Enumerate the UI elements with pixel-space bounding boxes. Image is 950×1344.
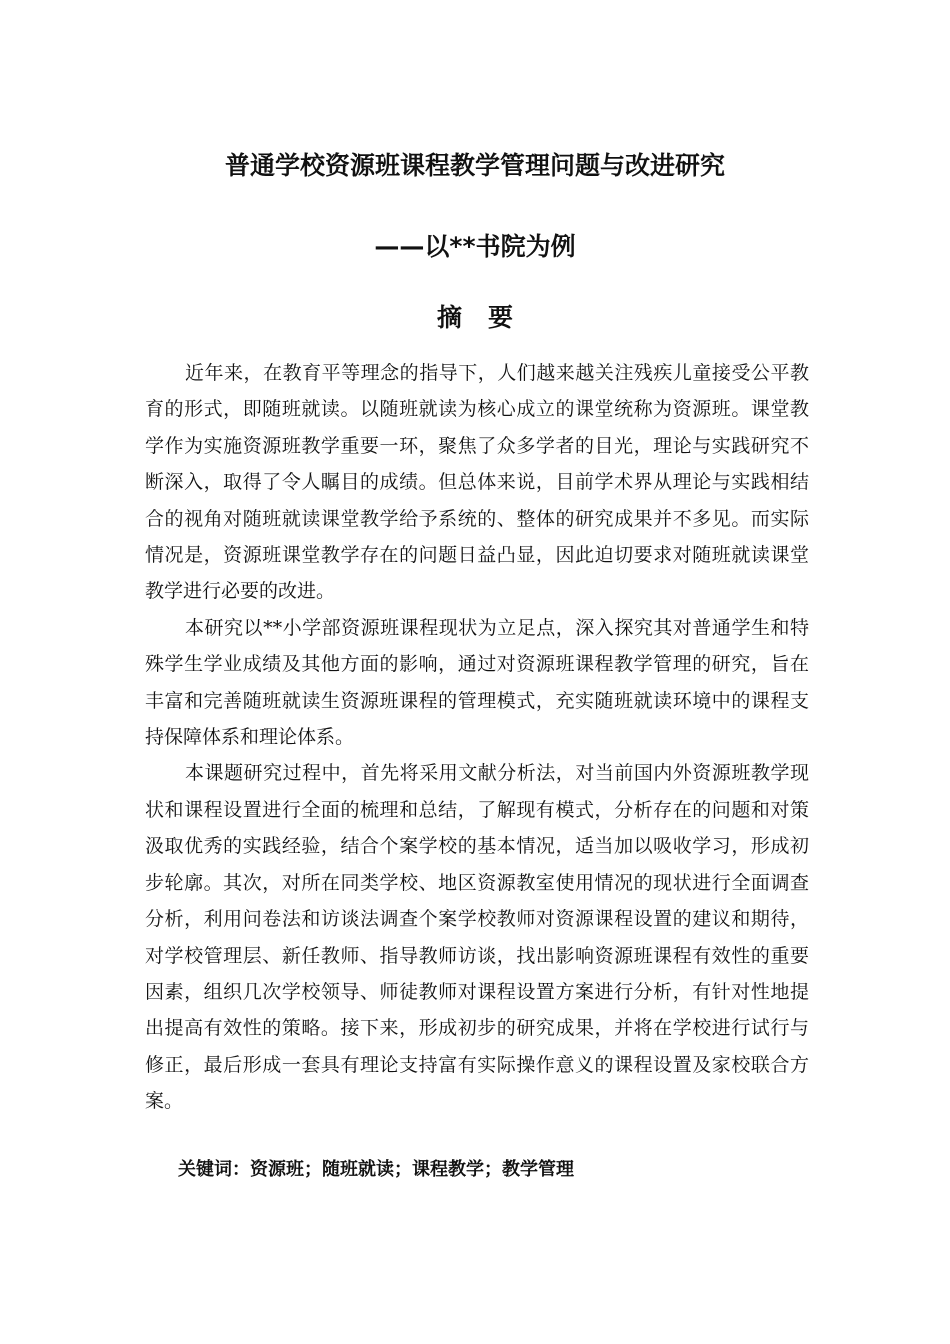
abstract-paragraph: 近年来，在教育平等理念的指导下，人们越来越关注残疾儿童接受公平教育的形式，即随班就读。以随班就读为核心成立的课堂统称为资源班。课堂教学作为实施资源班教学重要一环，聚焦了众多学者的目光，理论与实践研究不断深入，取得了令人瞩目的成绩。但总体来说，目前学术界从理论与实践相结合的视角对随班就读课堂教学给予系统的、整体的研究成果并不多见。而实际情况是，资源班课堂教学存在的问题日益凸显，因此迫切要求对随班就读课堂教学进行必要的改进。 (145, 362, 809, 603)
abstract-body (145, 355, 809, 1120)
abstract-paragraph: 本课题研究过程中，首先将采用文献分析法，对当前国内外资源班教学现状和课程设置进行全面的梳理和总结，了解现有模式，分析存在的问题和对策汲取优秀的实践经验，结合个案学校的基本情况，适当加以吸收学习，形成初步轮廓。其次，对所在同类学校、地区资源教室使用情况的现状进行全面调查分析，利用问卷法和访谈法调查个案学校教师对资源课程设置的建议和期待，对学校管理层、新任教师、指导教师访谈，找出影响资源班课程有效性的重要因素，组织几次学校领导、师徒教师对课程设置方案进行分析，有针对性地提出提高有效性的策略。接下来，形成初步的研究成果，并将在学校进行试行与修正，最后形成一套具有理论支持富有实际操作意义的课程设置及家校联合方案。 (145, 762, 809, 1113)
keywords-line: 关键词：资源班；随班就读；课程教学；教学管理 (178, 1159, 574, 1180)
document-title: 普通学校资源班课程教学管理问题与改进研究 (224, 151, 725, 180)
abstract-heading: 摘要 (436, 303, 539, 332)
abstract-paragraph: 本研究以**小学部资源班课程现状为立足点，深入探究其对普通学生和特殊学生学业成绩及其他方面的影响，通过对资源班课程教学管理的研究，旨在丰富和完善随班就读生资源班课程的管理模式，充实随班就读环境中的课程支持保障体系和理论体系。 (145, 616, 809, 749)
document-subtitle: ——以**书院为例 (374, 232, 576, 261)
